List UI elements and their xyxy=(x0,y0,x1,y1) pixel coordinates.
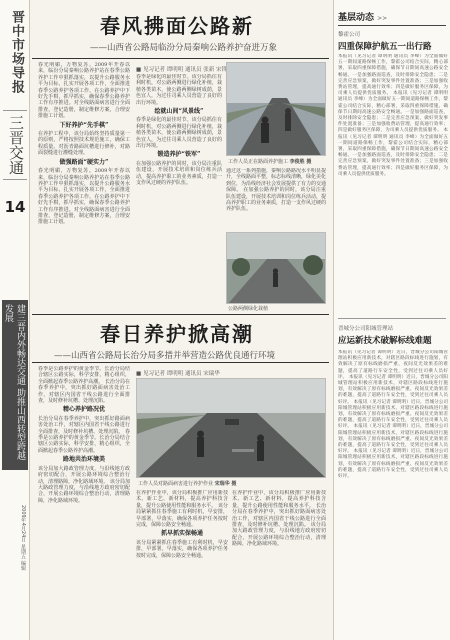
page-number: 14 xyxy=(4,198,26,216)
article-2-col-3: 在养护作业中，该分局积极推广应用新技术、新工艺、新材料，提高养护科技含量，提升公路使用性能和服务水平。 长治分局在春季养护中，突出抓好路面病害处治工作，对辖区内国省干线公路进行全面排查，及时修补坑槽、处理沉陷。 该分局加大路政管理力度，与沿线地方政府密切配合，开展公路环境综合整治行动，清理路障，净化路域环境。 xyxy=(232,490,326,548)
road-maintenance-photo xyxy=(137,379,326,478)
article-1-photo-1 xyxy=(226,62,326,156)
article-2-sub-2: 路地共治环境美 xyxy=(62,456,105,464)
article-2-photo-caption: 工作人员对路面病害进行养护作业 宋瑞华 摄 xyxy=(138,481,237,487)
article-2-col-1: 春季是公路养护的黄金季节。长治分局结合辖区公路实际，科学安排，精心组织，全面掀起春季公路养护高潮。 长治分局在春季养护中，突出抓好路面病害处治工作，对辖区内国省干线公路进行全面排查，及时修补坑槽、处理沉陷。 精心养护路况优 长治分局在春季养护中，突出抓好路面病害处治工作，对辖区内国省干线公路进行全面排查，及时修补坑槽、处理沉陷。 春季是公路养护的黄金季节。长治分局结合辖区公路实际，科学安排，精心组织，全面掀起春季公路养护高潮。 路地共治环境美 该分局加大路政管理力度，与沿线地方政府密切配合，开展公路环境综合整治行动，清理路障，净化路域环境。 该分局加大路政管理力度，与沿线地方政府密切配合，开展公路环境综合整治行动，清理路障，净化路域环境。 xyxy=(38,366,130,504)
article-2-headline: 春日养护掀高潮 xyxy=(100,322,254,346)
article-2-photo xyxy=(136,378,326,478)
article-2-rule xyxy=(32,362,329,363)
article-1-rule xyxy=(32,58,329,59)
article-1-byline: ■ 见习记者 谭明明 通讯员 张新 宋锋 xyxy=(136,67,227,73)
article-2-header xyxy=(40,318,325,361)
sidebar-item-2-location: 晋城分公司阳城管理站 xyxy=(338,326,394,332)
article-1-header xyxy=(40,10,325,53)
article-2-byline: ■ 见习记者 谭明明 通讯员 宋瑞华 xyxy=(136,371,220,377)
article-1-sub-3: 绘就山间“风景线” xyxy=(154,108,204,116)
issue-date: 2009年4月24日 星期五 编辑 xyxy=(20,505,26,571)
sidebar-item-1-text: 本报讯（见习记者 谭明明 通讯员 李峰）为全面做好五一期间道路保畅工作，黎霍公司结合实际，精心部署，采取四重保障措施，确保节日期间高速公路安全畅通。一是加强路面巡查，及时排除安全隐患；二是完善应急预案，做好突发事件处置准备；三是加强收费站管理，提高通行效率；四是做好服务区保障，为司乘人员提供优质服务。 本报讯（见习记者 谭明明 通讯员 李峰）为全面做好五一期间道路保畅工作，黎霍公司结合实际，精心部署，采取四重保障措施，确保节日期间高速公路安全畅通。一是加强路面巡查，及时排除安全隐患；二是完善应急预案，做好突发事件处置准备；三是加强收费站管理，提高通行效率；四是做好服务区保障，为司乘人员提供优质服务。 本报讯（见习记者 谭明明 通讯员 李峰）为全面做好五一期间道路保畅工作，黎霍公司结合实际，精心部署，采取四重保障措施，确保节日期间高速公路安全畅通。一是加强路面巡查，及时排除安全隐患；二是完善应急预案，做好突发事件处置准备；三是加强收费站管理，提高通行效率；四是做好服务区保障，为司乘人员提供优质服务。 xyxy=(338,54,448,177)
article-2-rule-top xyxy=(32,314,329,315)
sidebar-item-2-headline: 应运新技术破解标线难题 xyxy=(338,336,432,346)
article-2-subhead: ——山西省公路局长治分局多措并举营造公路优良通行环境 xyxy=(54,351,276,361)
sidebar-title: 基层动态 >> xyxy=(338,10,446,26)
article-1-photo-2-caption: 公路两侧绿化栽植 xyxy=(228,306,269,312)
sidebar-item-2-text: 本报讯（见习记者 谭明明）近日，晋城分公司阳城管理站积极应用新技术，对辖区路段标线进行施划，有效解决了原有标线磨损严重、夜间反光效果差的难题，提高了道路行车安全性，受到过往司乘人员好评。 本报讯（见习记者 谭明明）近日，晋城分公司阳城管理站积极应用新技术，对辖区路段标线进行施划，有效解决了原有标线磨损严重、夜间反光效果差的难题，提高了道路行车安全性，受到过往司乘人员好评。 本报讯（见习记者 谭明明）近日，晋城分公司阳城管理站积极应用新技术，对辖区路段标线进行施划，有效解决了原有标线磨损严重、夜间反光效果差的难题，提高了道路行车安全性，受到过往司乘人员好评。 本报讯（见习记者 谭明明）近日，晋城分公司阳城管理站积极应用新技术，对辖区路段标线进行施划，有效解决了原有标线磨损严重、夜间反光效果差的难题，提高了道路行车安全性，受到过往司乘人员好评。 本报讯（见习记者 谭明明）近日，晋城分公司阳城管理站积极应用新技术，对辖区路段标线进行施划，有效解决了原有标线磨损严重、夜间反光效果差的难题，提高了道路行车安全性，受到过往司乘人员好评。 xyxy=(338,350,448,480)
main-content xyxy=(32,0,329,640)
sidebar-item-1-headline: 四重保障护航五一出行路 xyxy=(338,42,432,52)
article-1-col-3: 通过这一系列措施，秦响公路路况水平明显提升，全线路面平整，标志标线清晰，绿化美化到位，为沿线经济社会发展提供了有力的交通保障。 在加强公路养护的同时，该分局注重队伍建设，开展技术培训和岗位练兵活动，提高养护职工的业务素质，打造一支作风过硬的养护队伍。 xyxy=(226,168,326,213)
article-1-headline: 春风拂面公路新 xyxy=(100,14,254,38)
slogan-banner: 建三晋内外畅达交通 助推山西转型跨越发展 xyxy=(2,300,28,470)
article-1-photo-2 xyxy=(226,232,326,304)
newspaper-logo: 晋中市场导报 xyxy=(9,10,24,94)
article-2-sub-1: 精心养护路况优 xyxy=(62,406,105,414)
article-1-subhead: ——山西省公路局临汾分局秦响公路养护奋进万象 xyxy=(90,43,278,53)
masthead-column xyxy=(0,0,30,640)
sidebar-item-1-location: 黎霍公司 xyxy=(338,32,361,38)
article-2-sub-3: 抓早抓实保畅通 xyxy=(160,530,203,538)
article-1-sub-4: 锻造养护“铁军” xyxy=(157,151,201,159)
article-1-col-1: 春光明媚，万物复苏。2009年开春以来，临汾分局秦响公路养护站在春季公路养护工作中狠抓落实，以提升公路服务水平为目标，扎实开展各项工作，全面推进春季公路养护各项工作。在公路养护中下好先手棋，抓早抓实，确保春季公路养护工作有序推进。对全线路面病害进行全面排查，登记造册，制定维修方案，合理安排施工计划。 下好养护“先手棋” 在养护工程中，该分局始终坚持质量第一的原则，严格按照技术规范施工，确保工程质量。对沥青路面坑槽进行修补，对路面裂缝进行灌缝处理。 做强路面“硬实力” 春光明媚，万物复苏。2009年开春以来，临汾分局秦响公路养护站在春季公路养护工作中狠抓落实，以提升公路服务水平为目标，扎实开展各项工作，全面推进春季公路养护各项工作。在公路养护中下好先手棋，抓早抓实，确保春季公路养护工作有序推进。对全线路面病害进行全面排查，登记造册，制定维修方案，合理安排施工计划。 xyxy=(38,62,130,226)
article-1-col-2: 春季是绿化的最佳时节。该分局抓住有利时机，对公路两侧进行绿化补植，栽植各类苗木，使公路两侧绿树成荫，景色宜人，为过往司乘人员营造了良好的出行环境。 绘就山间“风景线” 春季是绿化的最佳时节。该分局抓住有利时机，对公路两侧进行绿化补植，栽植各类苗木，使公路两侧绿树成荫，景色宜人，为过往司乘人员营造了良好的出行环境。 锻造养护“铁军” 在加强公路养护的同时，该分局注重队伍建设，开展技术培训和岗位练兵活动，提高养护职工的业务素质，打造一支作风过硬的养护队伍。 xyxy=(136,74,222,187)
sidebar-column xyxy=(333,0,450,640)
article-1-sub-2: 做强路面“硬实力” xyxy=(59,158,109,166)
road-worker-photo xyxy=(227,63,326,156)
greening-photo xyxy=(227,233,326,304)
camera-icon: ■ xyxy=(136,371,143,377)
section-title: 三晋交通 xyxy=(3,110,27,180)
article-1-sub-1: 下好养护“先手棋” xyxy=(59,121,109,129)
article-1-photo-1-caption: 工作人员正在路面养护施工 李俊胜 摄 xyxy=(228,159,312,165)
sidebar-divider xyxy=(338,318,446,319)
article-2-col-2: 在养护作业中，该分局积极推广应用新技术、新工艺、新材料，提高养护科技含量，提升公路使用性能和服务水平。 该分局紧紧抓住春季施工有利时机，早安排，早部署，早落实，确保各项养护任务按时完成，保障公路安全畅通。 抓早抓实保畅通 该分局紧紧抓住春季施工有利时机，早安排，早部署，早落实，确保各项养护任务按时完成，保障公路安全畅通。 xyxy=(136,490,228,559)
double-arrow-icon: >> xyxy=(377,15,388,22)
camera-icon: ■ xyxy=(136,67,143,73)
